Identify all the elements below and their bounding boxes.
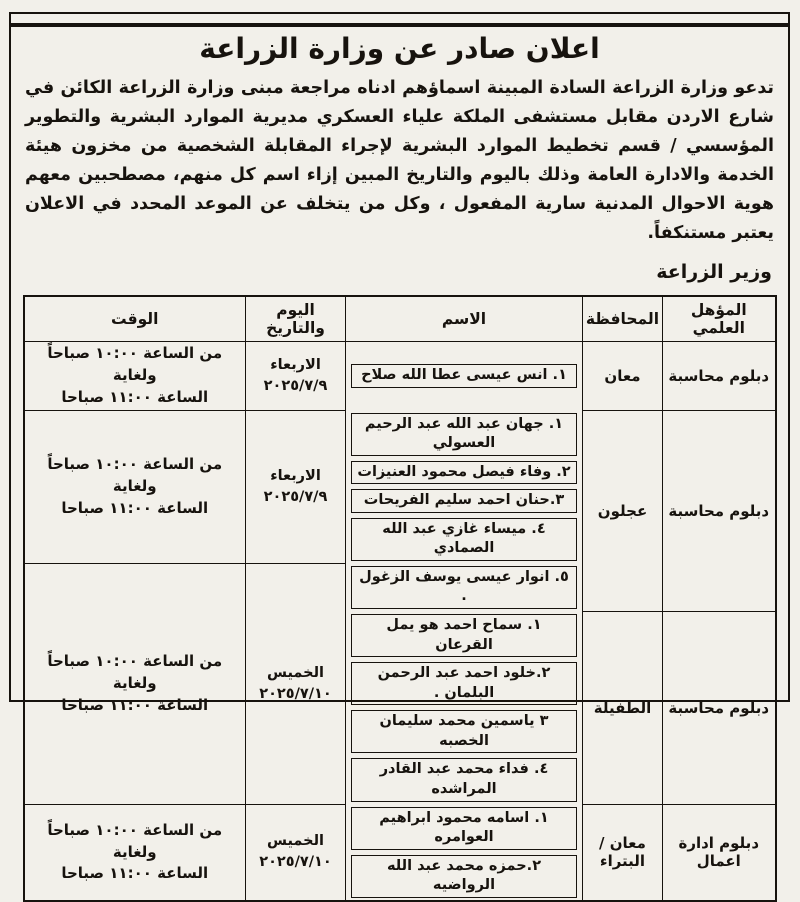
cell-name — [346, 612, 583, 660]
applicant-name: ٤. ميساء غازي عبد الله الصمادي — [351, 518, 577, 561]
table-header-row — [24, 296, 776, 342]
day-label: الاربعاء — [270, 467, 321, 484]
cell-governorate: الطفيلة — [583, 612, 663, 805]
cell-name — [346, 804, 583, 852]
time-text: الساعة ١١:٠٠ صباحا — [61, 864, 209, 883]
cell-governorate: عجلون — [583, 410, 663, 612]
cell-governorate: معان / البتراء — [583, 804, 663, 901]
time-text: الساعة ١١:٠٠ صباحا — [61, 387, 209, 406]
table-row — [24, 410, 776, 458]
applicant-name: ٢.حمزه محمد عبد الله الرواضيه — [351, 855, 577, 898]
date-value: ٢٠٢٥/٧/١٠ — [259, 854, 332, 871]
schedule-table — [23, 295, 777, 902]
cell-day-date — [246, 342, 346, 410]
page-title: اعلان صادر عن وزارة الزراعة — [199, 32, 600, 65]
header-governorate: المحافظة — [583, 296, 663, 342]
time-text: من الساعة ١٠:٠٠ صباحاً ولغاية — [47, 820, 223, 861]
cell-time — [24, 342, 246, 410]
cell-name — [346, 487, 583, 516]
cell-time — [24, 563, 246, 804]
day-label: الخميس — [266, 664, 324, 681]
announcement-box — [9, 12, 790, 894]
day-label: الخميس — [266, 833, 324, 850]
applicant-name: ١. سماح احمد هو يمل القرعان — [351, 614, 577, 657]
cell-name — [346, 410, 583, 458]
cell-day-date — [246, 804, 346, 901]
cell-qualification: دبلوم محاسبة — [663, 410, 776, 612]
date-value: ٢٠٢٥/٧/٩ — [263, 488, 328, 505]
cell-name — [346, 660, 583, 708]
cell-qualification: دبلوم محاسبة — [663, 342, 776, 410]
applicant-name: ٥. انوار عيسى يوسف الزغول . — [351, 566, 577, 609]
time-text: من الساعة ١٠:٠٠ صباحاً ولغاية — [47, 455, 223, 495]
time-text: من الساعة ١٠:٠٠ صباحاً ولغاية — [47, 344, 223, 385]
header-time: الوقت — [24, 296, 246, 342]
time-text: الساعة ١١:٠٠ صباحا — [61, 498, 209, 517]
table-row — [24, 342, 776, 410]
cell-name — [346, 756, 583, 804]
applicant-name: ٢. وفاء فيصل محمود العنيزات — [351, 461, 577, 485]
cell-qualification: دبلوم ادارة اعمال — [663, 804, 776, 901]
cell-name — [346, 458, 583, 487]
cell-name — [346, 342, 583, 410]
cell-day-date — [246, 563, 346, 804]
cell-name — [346, 563, 583, 611]
header-name: الاسم — [346, 296, 583, 342]
title-rule — [11, 23, 788, 27]
date-value: ٢٠٢٥/٧/٩ — [263, 377, 328, 394]
time-text: من الساعة ١٠:٠٠ صباحاً ولغاية — [47, 652, 223, 692]
applicant-name: ٣ ياسمين محمد سليمان الخصبه — [351, 710, 577, 753]
cell-time — [24, 804, 246, 901]
cell-name — [346, 852, 583, 901]
header-qualification: المؤهل العلمي — [663, 296, 776, 342]
announcement-body: تدعو وزارة الزراعة السادة المبينة اسماؤهم ادناه مراجعة مبنى وزارة الزراعة الكائن في شارع الاردن مقابل مستشفى الملكة علياء العسكري مديرية الموارد البشرية والتطوير المؤسسي / قسم تخطيط الموارد البشرية لإجراء المقابلة الشخصية من مخزون هيئة الخدمة والادارة العامة وذلك باليوم والتاريخ المبين إزاء اسم كل منهم، مصطحبين معهم هوية الاحوال المدنية سارية المفعول ، وكل من يتخلف عن الموعد المحدد في الاعلان يعتبر مستنكفاً. — [25, 78, 774, 244]
header-day-date: اليوم والتاريخ — [246, 296, 346, 342]
cell-governorate: معان — [583, 342, 663, 410]
cell-qualification: دبلوم محاسبة — [663, 612, 776, 805]
cell-day-date — [246, 410, 346, 563]
cell-time — [24, 410, 246, 563]
signature-minister: وزير الزراعة — [656, 261, 772, 284]
applicant-name: ١. جهان عبد الله عبد الرحيم العسولي — [351, 413, 577, 456]
table-row — [24, 804, 776, 852]
applicant-name: ٣.حنان احمد سليم الفريحات — [351, 489, 577, 513]
cell-name — [346, 708, 583, 756]
applicant-name: ٢.خلود احمد عبد الرحمن البلمان . — [351, 662, 577, 705]
time-text: الساعة ١١:٠٠ صباحا — [61, 695, 209, 714]
day-label: الاربعاء — [270, 356, 321, 373]
applicant-name: ١. اسامه محمود ابراهيم العوامره — [351, 807, 577, 850]
date-value: ٢٠٢٥/٧/١٠ — [259, 685, 332, 702]
cell-name — [346, 515, 583, 563]
applicant-name: ١. انس عيسى عطا الله صلاح — [351, 364, 577, 388]
applicant-name: ٤. فداء محمد عبد القادر المراشده — [351, 758, 577, 801]
